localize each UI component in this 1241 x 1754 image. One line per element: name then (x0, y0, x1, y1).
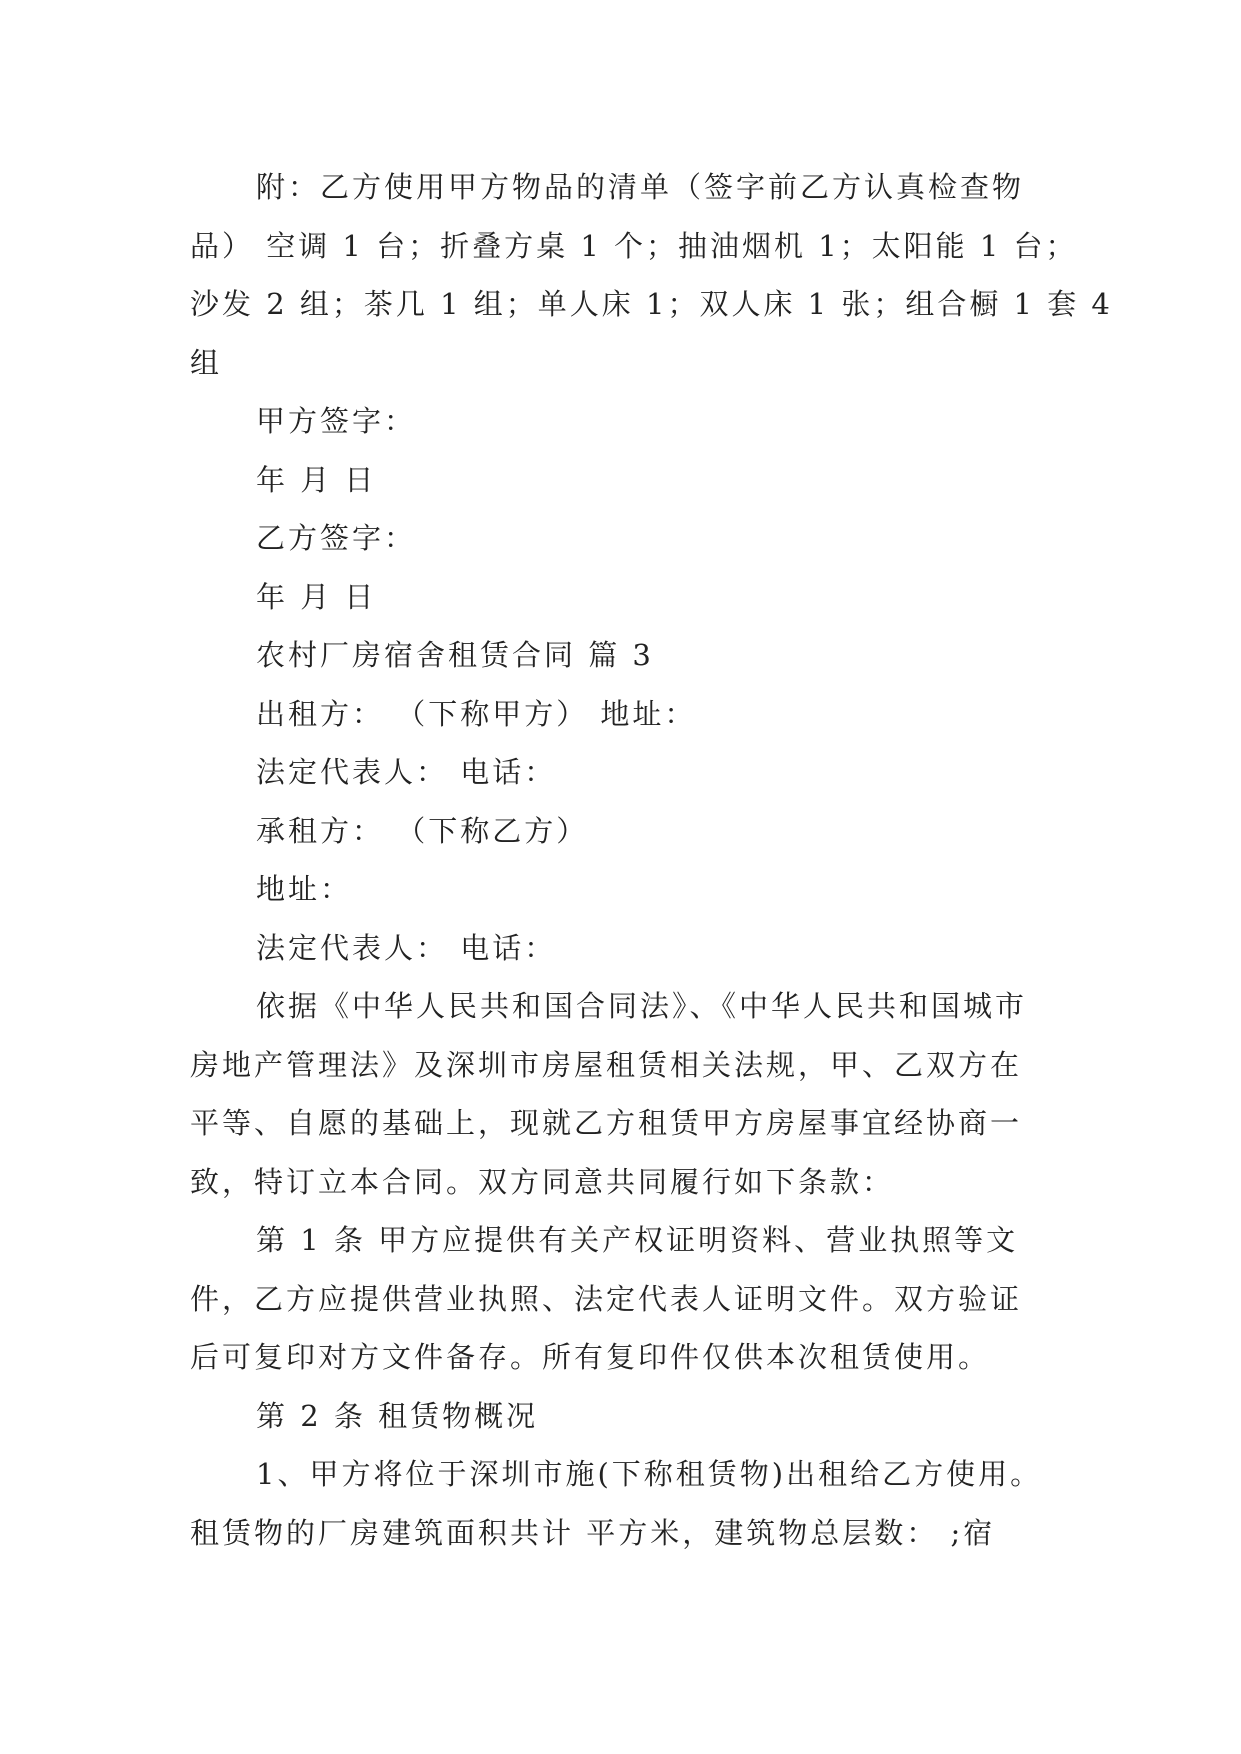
article-2-heading: 第 2 条 租赁物概况 (256, 1398, 539, 1433)
address-line: 地址： (256, 872, 353, 906)
text-line: 致，特订立本合同。双方同意共同履行如下条款： (190, 1164, 895, 1199)
legal-rep-line: 法定代表人： 电话： (256, 755, 557, 789)
text-line: 平等、自愿的基础上，现就乙方租赁甲方房屋事宜经协商一 (190, 1106, 1023, 1140)
date-line: 年 月 日 (256, 462, 377, 497)
text-line: 品） 空调 1 台；折叠方桌 1 个；抽油烟机 1；太阳能 1 台； (190, 228, 1078, 263)
lessor-line: 出租方： （下称甲方） 地址： (256, 696, 697, 731)
party-a-signature-label: 甲方签字： (256, 404, 417, 438)
text-line: 组 (190, 345, 223, 380)
text-line: 后可复印对方文件备存。所有复印件仅供本次租赁使用。 (190, 1340, 991, 1374)
article-2-item-1-paragraph (190, 1445, 1050, 1562)
appendix-paragraph (190, 158, 1113, 392)
text-line: 件，乙方应提供营业执照、法定代表人证明文件。双方验证 (190, 1281, 1023, 1316)
lessee-line: 承租方： （下称乙方） (256, 813, 589, 848)
text-line: 沙发 2 组；茶几 1 组；单人床 1；双人床 1 张；组合橱 1 套 4 (190, 287, 1113, 321)
text-line: 房地产管理法》及深圳市房屋租赁相关法规，甲、乙双方在 (190, 1047, 1023, 1082)
text-line: 附：乙方使用甲方物品的清单（签字前乙方认真检查物 (256, 170, 1025, 204)
section-title: 农村厂房宿舍租赁合同 篇 3 (256, 638, 654, 672)
text-line: 依据《中华人民共和国合同法》、《中华人民共和国城市 (256, 989, 1028, 1023)
legal-basis-paragraph (190, 977, 1050, 1211)
document-body (190, 158, 1113, 1562)
date-line: 年 月 日 (256, 579, 377, 614)
text-line: 租赁物的厂房建筑面积共计 平方米，建筑物总层数： ;宿 (190, 1515, 996, 1550)
text-line: 第 1 条 甲方应提供有关产权证明资料、营业执照等文 (256, 1223, 1019, 1257)
article-1-paragraph (190, 1211, 1050, 1387)
text-line: 1、甲方将位于深圳市施(下称租赁物)出租给乙方使用。 (256, 1457, 1043, 1491)
legal-rep-line: 法定代表人： 电话： (256, 930, 557, 965)
party-b-signature-label: 乙方签字： (256, 521, 417, 555)
